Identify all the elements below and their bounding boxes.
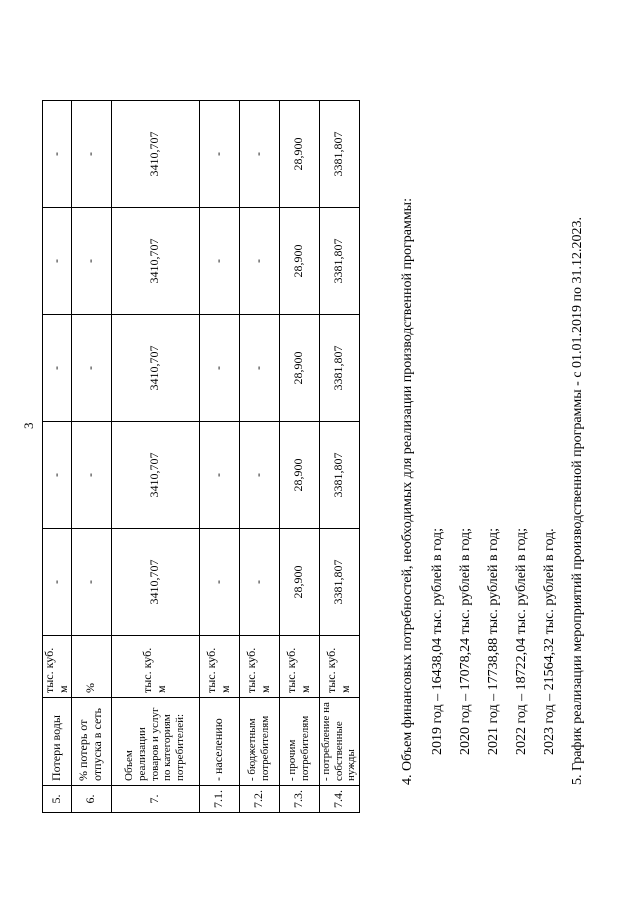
row-value: - (43, 529, 72, 636)
row-value: 3381,807 (319, 422, 359, 529)
row-indicator: % потерь от отпуска в сеть (71, 698, 111, 786)
row-value: - (239, 422, 279, 529)
row-value: - (199, 101, 239, 208)
row-number: 6. (71, 786, 111, 813)
table-row (111, 101, 199, 813)
table-row (239, 101, 279, 813)
row-value: - (199, 422, 239, 529)
row-unit: тыс. куб. м (239, 636, 279, 698)
table-row (279, 101, 319, 813)
row-number: 7.4. (319, 786, 359, 813)
table-row (71, 101, 111, 813)
row-indicator: - потребление на собственные нужды (319, 698, 359, 786)
row-value: - (71, 529, 111, 636)
year-financing-line: 2023 год – 21564,32 тыс. рублей в год. (542, 528, 557, 755)
row-number: 7.2. (239, 786, 279, 813)
row-value: 3381,807 (319, 101, 359, 208)
row-number: 7.3. (279, 786, 319, 813)
row-value: - (239, 101, 279, 208)
row-unit: тыс. куб. м (199, 636, 239, 698)
row-indicator: - бюджетным потребителям (239, 698, 279, 786)
row-value: 3410,707 (111, 529, 199, 636)
row-unit: тыс. куб. м (319, 636, 359, 698)
row-indicator: - прочим потребителям (279, 698, 319, 786)
row-value: - (71, 101, 111, 208)
year-financing-line: 2021 год – 17738,88 тыс. рублей в год; (486, 527, 501, 755)
row-value: - (239, 529, 279, 636)
row-value: - (43, 315, 72, 422)
table-row (199, 101, 239, 813)
row-unit: тыс. куб. м (43, 636, 72, 698)
row-number: 7. (111, 786, 199, 813)
row-value: 28,900 (279, 422, 319, 529)
row-value: 3410,707 (111, 101, 199, 208)
year-financing-line: 2022 год – 18722,04 тыс. рублей в год; (514, 527, 529, 755)
row-value: - (239, 208, 279, 315)
row-number: 7.1. (199, 786, 239, 813)
row-unit: тыс. куб. м (111, 636, 199, 698)
year-financing-line: 2019 год – 16438,04 тыс. рублей в год; (430, 527, 445, 755)
row-value: - (71, 315, 111, 422)
row-indicator: - населению (199, 698, 239, 786)
row-value: 3410,707 (111, 315, 199, 422)
page-number: 3 (21, 422, 36, 429)
year-financing-line: 2020 год – 17078,24 тыс. рублей в год; (458, 527, 473, 755)
row-value: - (199, 529, 239, 636)
financial-needs-heading: 4. Объем финансовых потребностей, необходимых для реализации производственной программы: (400, 198, 415, 785)
row-value: - (199, 315, 239, 422)
row-indicator: Объем реализации товаров и услуг по категориям потребителей: (111, 698, 199, 786)
row-value: 28,900 (279, 208, 319, 315)
row-value: - (239, 315, 279, 422)
row-value: - (199, 208, 239, 315)
row-unit: тыс. куб. м (279, 636, 319, 698)
row-value: 3410,707 (111, 208, 199, 315)
row-value: 28,900 (279, 101, 319, 208)
table-row (319, 101, 359, 813)
row-unit: % (71, 636, 111, 698)
row-value: - (43, 208, 72, 315)
row-value: 28,900 (279, 529, 319, 636)
table-row (43, 101, 72, 813)
row-value: - (43, 101, 72, 208)
production-program-table (42, 100, 360, 813)
row-value: 28,900 (279, 315, 319, 422)
row-indicator: Потери воды (43, 698, 72, 786)
row-value: - (71, 422, 111, 529)
row-value: 3381,807 (319, 208, 359, 315)
row-value: 3410,707 (111, 422, 199, 529)
row-value: - (43, 422, 72, 529)
row-value: 3381,807 (319, 315, 359, 422)
row-value: 3381,807 (319, 529, 359, 636)
row-number: 5. (43, 786, 72, 813)
row-value: - (71, 208, 111, 315)
schedule-heading: 5. График реализации мероприятий производственной программы - с 01.01.2019 по 31.12.2023. (570, 216, 585, 785)
